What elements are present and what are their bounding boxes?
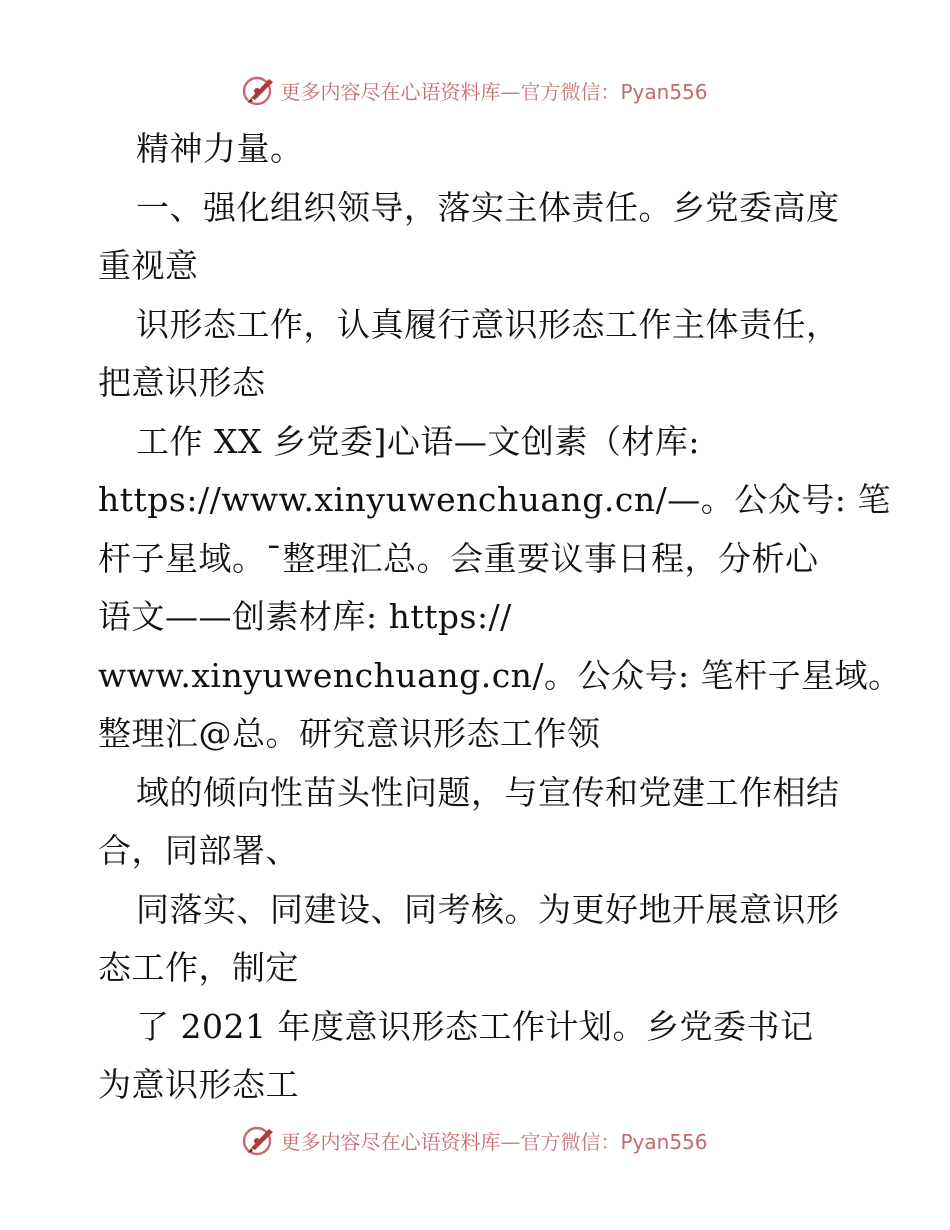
text-line: 语文——创素材库: https:// xyxy=(98,597,512,636)
banner-wechat-label: 官方微信： xyxy=(520,79,621,104)
banner-text xyxy=(280,76,707,105)
text-line: 把意识形态 xyxy=(98,363,266,402)
text-line: 整理汇@总。研究意识形态工作领 xyxy=(98,714,601,753)
header-banner xyxy=(0,70,950,110)
text-line: 合，同部署、 xyxy=(98,831,299,870)
text-line: 一、强化组织领导，落实主体责任。乡党委高度 xyxy=(136,187,840,227)
banner-wechat-id: Pyan556 xyxy=(620,1129,708,1154)
quill-pen-logo-icon xyxy=(242,1123,276,1157)
text-line: 为意识形态工 xyxy=(98,1065,299,1104)
banner-wechat-label: 官方微信： xyxy=(520,1129,621,1154)
text-line: 态工作，制定 xyxy=(98,948,299,987)
quill-pen-logo-icon xyxy=(242,73,276,107)
banner-text xyxy=(280,1126,707,1155)
banner-separator: — xyxy=(500,79,521,104)
text-line: 工作 XX 乡党委]心语—文创素（材库: xyxy=(136,421,700,461)
text-line: https://www.xinyuwenchuang.cn/—。公众号: 笔 xyxy=(98,480,891,519)
text-line: 精神力量。 xyxy=(136,129,304,168)
text-line: www.xinyuwenchuang.cn/。公众号: 笔杆子星域。 xyxy=(98,655,902,695)
document-body xyxy=(98,120,902,1115)
text-line: 识形态工作，认真履行意识形态工作主体责任， xyxy=(136,304,840,344)
banner-main-text: 更多内容尽在心语资料库 xyxy=(280,79,501,104)
banner-separator: — xyxy=(500,1129,521,1154)
text-line: 重视意 xyxy=(98,246,199,285)
banner-main-text: 更多内容尽在心语资料库 xyxy=(280,1129,501,1154)
text-line: 域的倾向性苗头性问题，与宣传和党建工作相结 xyxy=(136,772,840,812)
text-line: 同落实、同建设、同考核。为更好地开展意识形 xyxy=(136,889,840,929)
footer-banner xyxy=(0,1120,950,1160)
text-line: 了 2021 年度意识形态工作计划。乡党委书记 xyxy=(136,1006,814,1046)
text-line: 杆子星域。¯整理汇总。会重要议事日程，分析心 xyxy=(98,538,819,578)
banner-wechat-id: Pyan556 xyxy=(620,79,708,104)
